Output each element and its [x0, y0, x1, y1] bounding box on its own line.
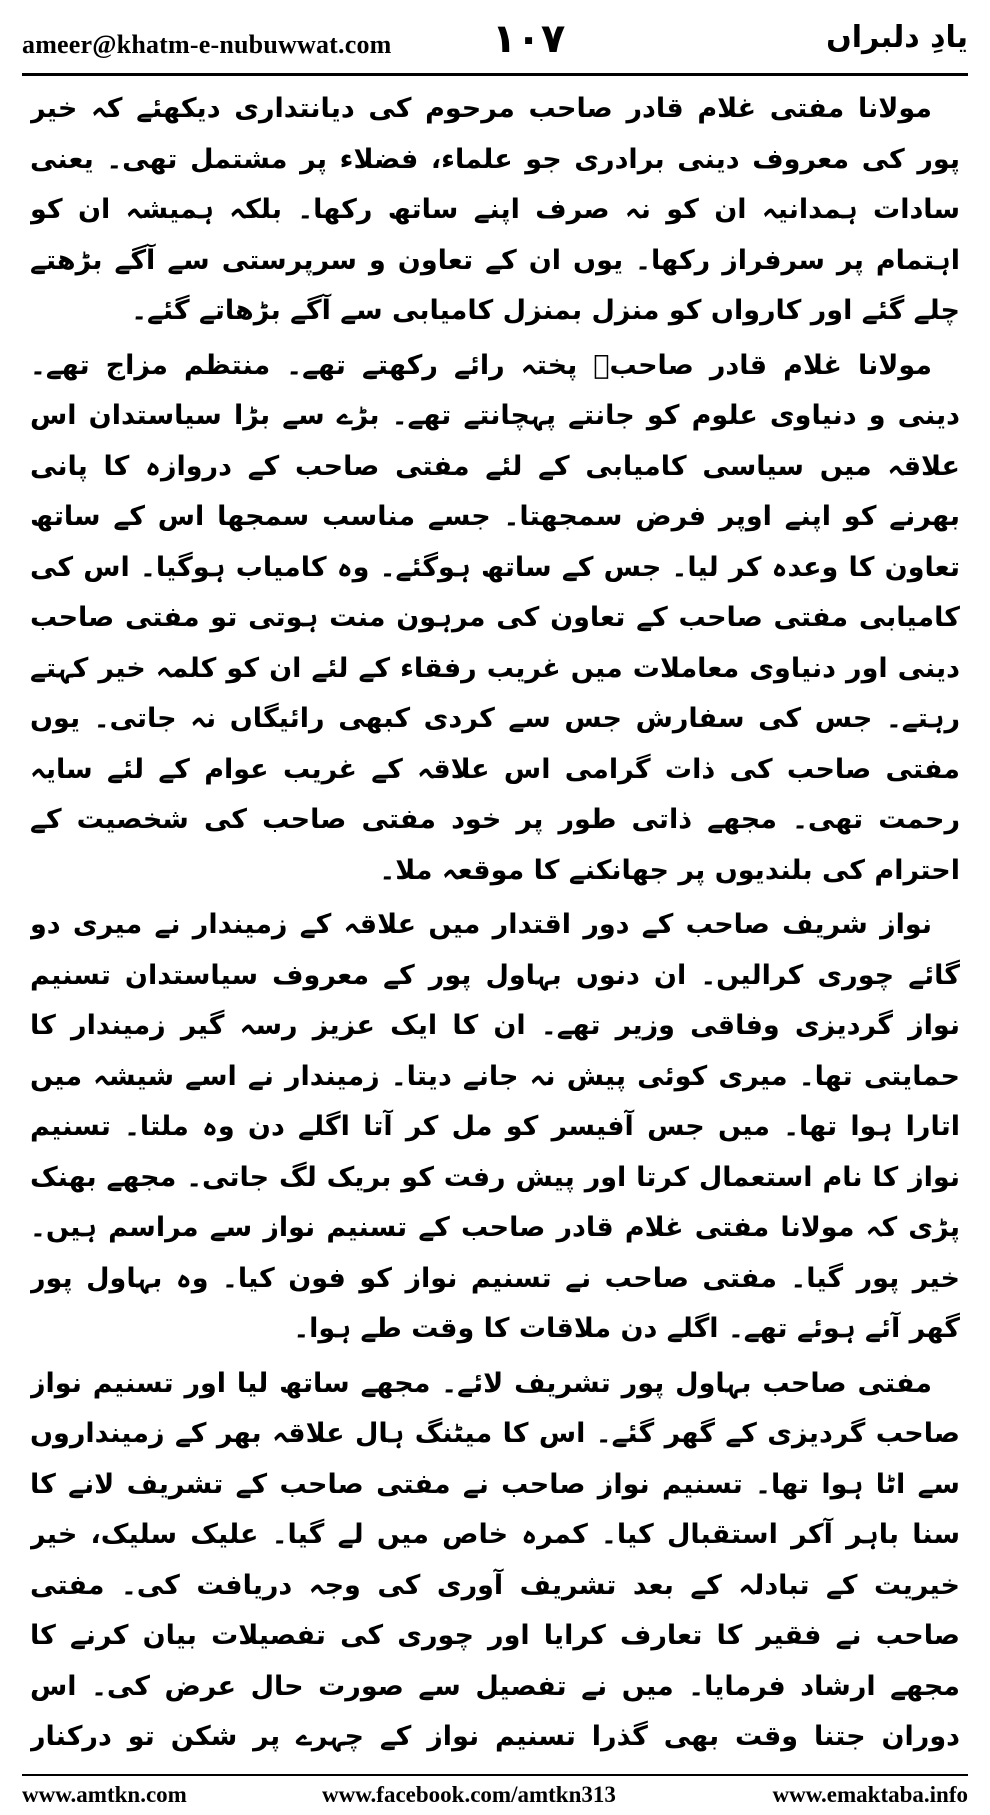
paragraph-4: مفتی صاحب بہاول پور تشریف لائے۔ مجھے ساتھ لیا اور تسنیم نواز صاحب گردیزی کے گھر گئے۔ اس کا میٹنگ ہال علاقہ بھر کے زمینداروں سے اٹا ہوا تھا۔ تسنیم نواز صاحب نے مفتی صاحب کے تشریف لانے کا سنا باہر آکر استقبال کیا۔ کمرہ خاص میں لے گیا۔ علیک سلیک، خیر خیریت کے تبادلہ کے بعد تشریف آوری کی وجہ دریافت کی۔ مفتی صاحب نے فقیر کا تعارف کرایا اور چوری کی تفصیلات بیان کرنے کا مجھے ارشاد فرمایا۔ میں نے تفصیل سے صورت حال عرض کی۔ اس دوران جتنا وقت بھی گذرا تسنیم نواز کے چہرے پر شکن تو درکنار [30, 1367, 960, 1752]
page-footer [22, 1780, 968, 1810]
paragraph-2: مولانا غلام قادر صاحبؒ پختہ رائے رکھتے تھے۔ منتظم مزاج تھے۔ دینی و دنیاوی علوم کو جانتے پہچانتے تھے۔ بڑے سے بڑا سیاستدان اس علاقہ میں سیاسی کامیابی کے لئے مفتی صاحب کے دروازہ کا پانی بھرنے کو اپنے اوپر فرض سمجھتا۔ جسے مناسب سمجھا اس کے ساتھ تعاون کا وعدہ کر لیا۔ جس کے ساتھ ہوگئے۔ وہ کامیاب ہوگیا۔ اس کی کامیابی مفتی صاحب کے تعاون کی مرہون منت ہوتی تو مفتی صاحب دینی اور دنیاوی معاملات میں غریب رفقاء کے لئے ان کو کلمہ خیر کہتے رہتے۔ جس کی سفارش جس سے کردی کبھی رائیگاں نہ جاتی۔ یوں مفتی صاحب کی ذات گرامی اس علاقہ کے غریب عوام کے لئے سایہ رحمت تھی۔ مجھے ذاتی طور پر خود مفتی صاحب کی شخصیت کے احترام کی بلندیوں پر جھانکنے کا موقعہ ملا۔ [30, 349, 960, 886]
page-body [30, 84, 960, 1764]
footer-link-facebook: www.facebook.com/amtkn313 [322, 1782, 616, 1807]
paragraph-1: مولانا مفتی غلام قادر صاحب مرحوم کی دیانتداری دیکھئے کہ خیر پور کی معروف دینی برادری جو علماء، فضلاء پر مشتمل تھی۔ یعنی سادات ہمدانیہ ان کو نہ صرف اپنے ساتھ رکھا۔ بلکہ ہمیشہ ان کو اہتمام پر سرفراز رکھا۔ یوں ان کے تعاون و سرپرستی سے آگے بڑھتے چلے گئے اور کارواں کو منزل بمنزل کامیابی سے آگے بڑھاتے گئے۔ [30, 93, 960, 326]
page-number: ١٠٧ [492, 16, 566, 62]
header-email: ameer@khatm-e-nubuwwat.com [22, 30, 392, 59]
paragraph-3: نواز شریف صاحب کے دور اقتدار میں علاقہ کے زمیندار نے میری دو گائے چوری کرالیں۔ ان دنوں بہاول پور کے معروف سیاستدان تسنیم نواز گردیزی وفاقی وزیر تھے۔ ان کا ایک عزیز رسہ گیر زمیندار کا حمایتی تھا۔ میری کوئی پیش نہ جانے دیتا۔ زمیندار نے اسے شیشہ میں اتارا ہوا تھا۔ میں جس آفیسر کو مل کر آتا اگلے دن وہ ملتا۔ تسنیم نواز کا نام استعمال کرتا اور پیش رفت کو بریک لگ جاتی۔ مجھے بھنک پڑی کہ مولانا مفتی غلام قادر صاحب کے تسنیم نواز سے مراسم ہیں۔ خیر پور گیا۔ مفتی صاحب نے تسنیم نواز کو فون کیا۔ وہ بہاول پور گھر آئے ہوئے تھے۔ اگلے دن ملاقات کا وقت طے ہوا۔ [30, 909, 960, 1344]
page-header [22, 14, 968, 70]
footer-link-amtkn: www.amtkn.com [22, 1782, 187, 1807]
footer-divider [22, 1774, 968, 1776]
book-title: یادِ دلبراں [826, 20, 968, 55]
footer-link-emaktaba: www.emaktaba.info [772, 1782, 968, 1807]
header-divider [22, 73, 968, 76]
